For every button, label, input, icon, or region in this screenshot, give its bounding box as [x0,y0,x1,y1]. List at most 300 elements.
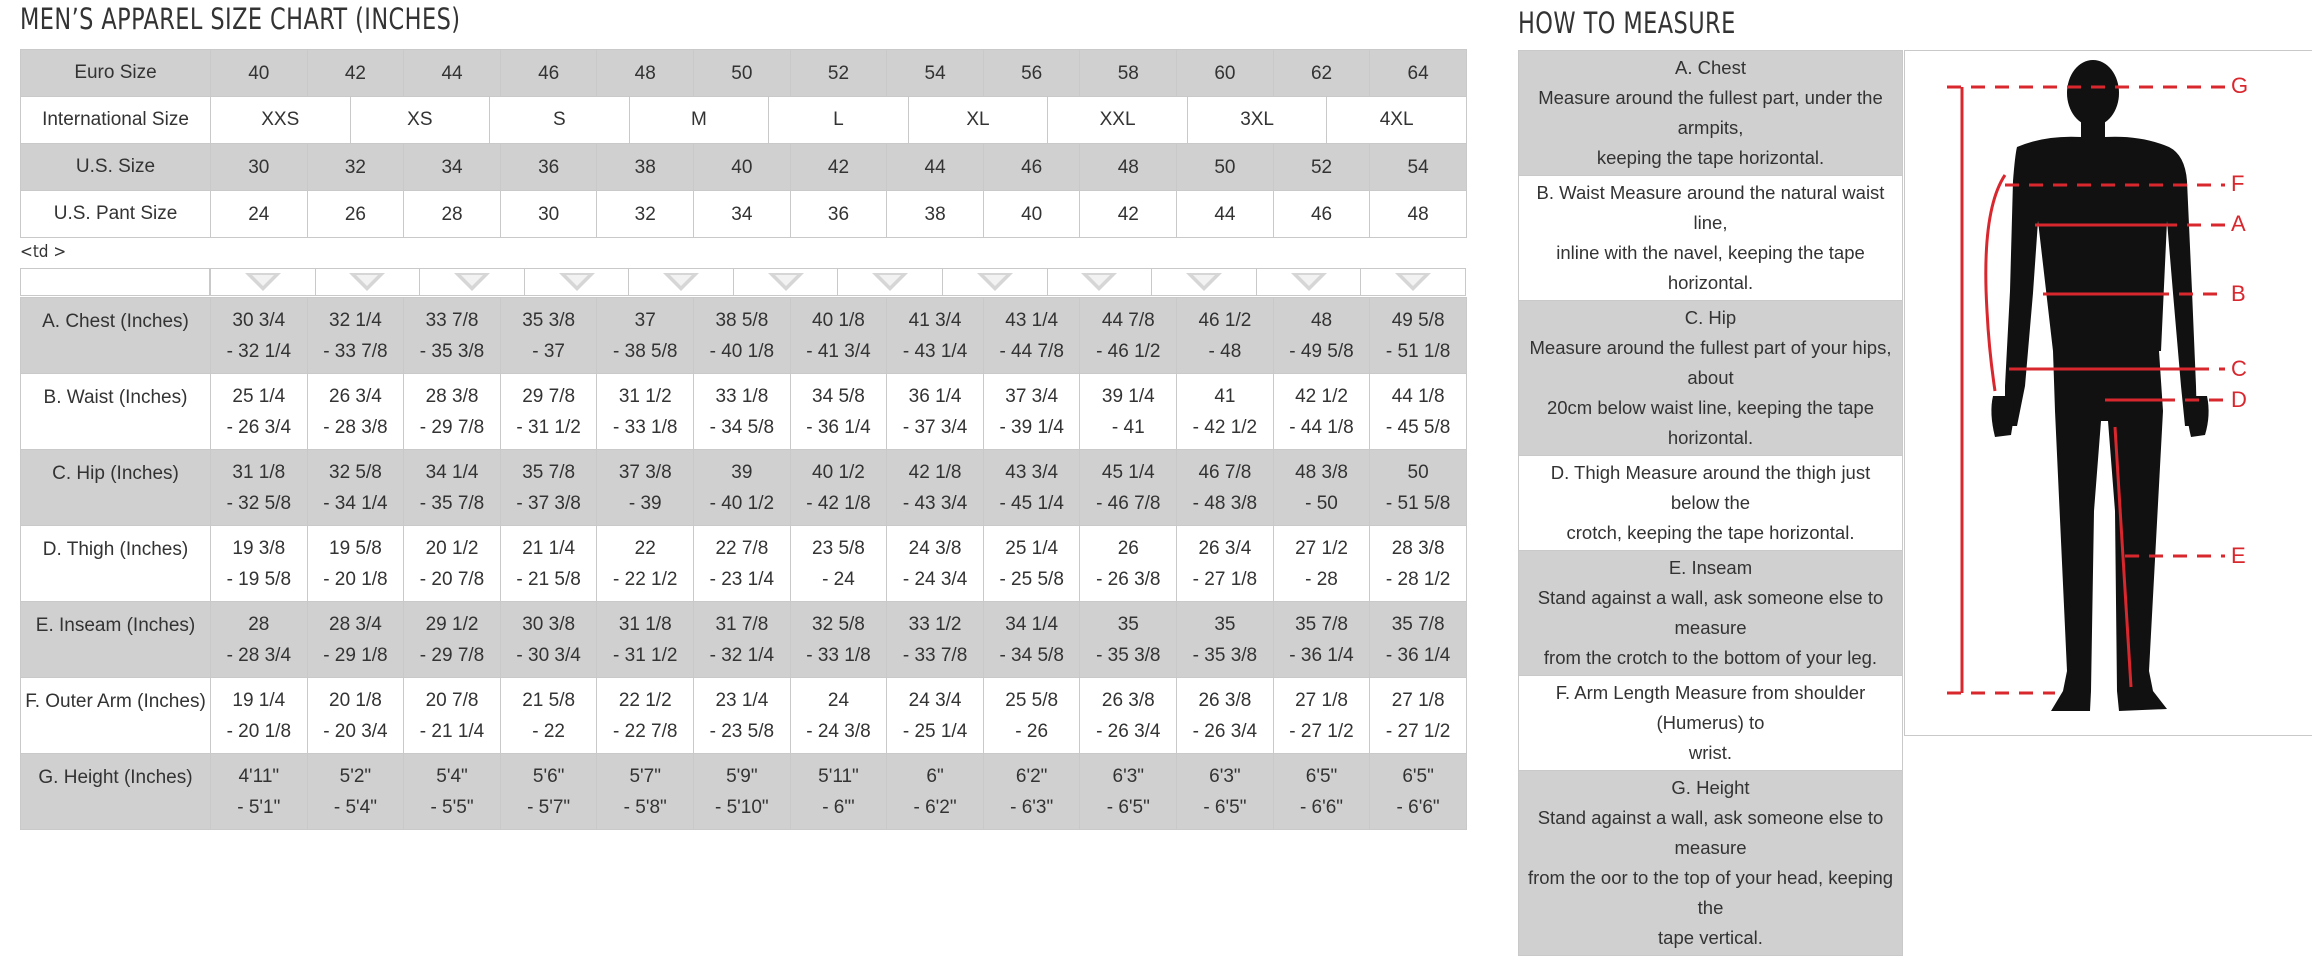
euro-size-cell: 42 [307,50,404,97]
range-min: 22 [634,537,656,559]
range-max: - 27 1/2 [1385,720,1451,742]
us-size-cell: 36 [500,144,597,191]
range-min: 43 1/4 [1005,309,1059,331]
range-min: 28 [248,613,270,635]
us-pant-size-cell: 32 [597,191,694,238]
measurement-range-cell [1177,298,1274,374]
us-pant-size-cell: 38 [887,191,984,238]
euro-size-cell: 58 [1080,50,1177,97]
how-to-measure-title: HOW TO MEASURE [1518,6,1736,40]
instruction-line: Stand against a wall, ask someone else to measure [1537,587,1884,638]
measurement-letters [2231,73,2248,568]
arrow-cell [1256,269,1361,295]
measurement-letter-e: E [2231,543,2246,568]
instruction-line: from the crotch to the bottom of your leg. [1543,647,1878,668]
range-min: 28 3/4 [329,613,382,635]
how-to-measure-item [1519,456,1903,551]
measurement-range-cell [694,754,791,830]
range-max: - 35 3/8 [419,340,485,362]
range-min: 25 1/4 [1005,537,1059,559]
range-min: 44 1/8 [1391,385,1445,407]
measurement-range-cell [1370,526,1467,602]
range-max: - 6'5" [1203,796,1247,818]
range-max: - 31 1/2 [516,416,581,438]
range-min: 22 1/2 [618,689,672,711]
measurement-range-cell [211,450,308,526]
range-min: 50 [1407,461,1429,483]
range-max: - 51 1/8 [1385,340,1451,362]
us-size-cell: 32 [307,144,404,191]
measurement-range-cell [983,298,1080,374]
range-min: 31 1/8 [618,613,672,635]
range-max: - 38 5/8 [613,340,678,362]
range-min: 26 3/4 [329,385,382,407]
instruction-line: G. Height [1671,777,1750,798]
range-max: - 22 7/8 [613,720,678,742]
range-min: 26 [1117,537,1139,559]
measurement-range-cell [1177,526,1274,602]
range-min: 5'7" [629,765,661,787]
range-max: - 22 1/2 [613,568,678,590]
measurement-range-cell [307,602,404,678]
measurement-range-cell [500,298,597,374]
range-min: 5'11" [818,765,859,787]
range-max: - 41 [1111,416,1145,438]
international-size-cell: S [489,97,629,143]
range-max: - 41 3/4 [806,340,871,362]
measurement-range-cell [500,526,597,602]
range-min: 32 5/8 [329,461,382,483]
row-label: Euro Size [21,50,211,97]
range-min: 32 5/8 [812,613,865,635]
measurement-range-cell [790,450,887,526]
range-max: - 24 3/8 [806,720,871,742]
measurement-range-cell [1080,374,1177,450]
arrow-cell [942,269,1047,295]
international-size-cell: 4XL [1326,97,1466,143]
range-max: - 27 1/8 [1192,568,1258,590]
euro-size-row [21,50,1467,97]
measurement-range-cell [597,678,694,754]
arrow-cell [733,269,838,295]
range-max: - 6'6" [1299,796,1344,818]
range-max: - 28 3/8 [323,416,388,438]
us-pant-size-cell: 30 [500,191,597,238]
measurement-range-cell [307,754,404,830]
us-size-cell: 52 [1273,144,1370,191]
arrow-cell [628,269,733,295]
measurement-range-cell [790,678,887,754]
international-size-cell: XS [350,97,490,143]
range-min: 34 1/4 [1005,613,1059,635]
range-max: - 6'2" [913,796,957,818]
range-min: 24 [827,689,850,711]
arrow-cell [315,269,420,295]
range-min: 34 1/4 [425,461,479,483]
measurement-range-cell [500,602,597,678]
measurement-range-cell [887,526,984,602]
euro-size-cell: 50 [694,50,791,97]
range-max: - 26 3/4 [1096,720,1161,742]
arrow-cell [1047,269,1152,295]
us-size-cell: 30 [211,144,308,191]
range-max: - 51 5/8 [1385,492,1451,514]
instruction-line: from the oor to the top of your head, keeping the [1527,867,1894,918]
measurement-range-cell [404,450,501,526]
range-max: - 5'7" [527,796,571,818]
range-max: - 5'1" [237,796,281,818]
measurement-range-cell [1177,678,1274,754]
range-max: - 19 5/8 [226,568,292,590]
instruction-line: F. Arm Length Measure from shoulder (Humerus) to [1555,682,1866,733]
measurement-range-cell [500,754,597,830]
how-to-measure-item [1519,676,1903,771]
measurement-range-cell [211,678,308,754]
measurement-range-cell [983,374,1080,450]
measurement-range-cell [983,678,1080,754]
measurement-range-cell [1177,602,1274,678]
measurement-range-cell [1273,754,1370,830]
range-max: - 37 3/4 [902,416,968,438]
how-to-measure-text [1519,771,1903,956]
range-min: 35 7/8 [1391,613,1445,635]
measurement-range-cell [1273,450,1370,526]
arrow-cell [1360,269,1465,295]
measurement-range-cell [500,450,597,526]
instruction-line: E. Inseam [1668,557,1753,578]
how-to-measure-text [1519,456,1903,551]
measurement-range-cell [887,450,984,526]
range-min: 4'11" [238,765,280,787]
range-min: 20 1/8 [329,689,382,711]
range-min: 5'4" [436,765,468,787]
measurement-range-cell [307,526,404,602]
us-pant-size-cell: 26 [307,191,404,238]
range-min: 30 3/8 [522,613,576,635]
range-max: - 20 1/8 [323,568,388,590]
measurement-range-cell [694,678,791,754]
range-max: - 6'5" [1106,796,1150,818]
us-size-cell: 38 [597,144,694,191]
measurement-range-cell [694,602,791,678]
arrow-cell [524,269,629,295]
range-max: - 5'5" [430,796,474,818]
range-max: - 6'3" [1010,796,1054,818]
range-min: 44 7/8 [1101,309,1155,331]
range-min: 35 7/8 [522,461,576,483]
instruction-line: inline with the navel, keeping the tape horizontal. [1556,242,1865,293]
stray-markup-text: <td > [20,242,67,262]
arrow-cell [210,269,315,295]
range-max: - 26 3/8 [1096,568,1161,590]
down-arrow-icon [452,271,492,293]
us-pant-size-cell: 24 [211,191,308,238]
measurement-range-cell [1080,526,1177,602]
range-max: - 24 [822,568,855,590]
range-min: 28 3/8 [1391,537,1445,559]
range-max: - 6'6" [1396,796,1440,818]
measurement-range-cell [694,374,791,450]
range-max: - 26 3/4 [1192,720,1258,742]
measurement-range-cell [983,526,1080,602]
range-min: 39 1/4 [1101,385,1155,407]
us-pant-size-cell: 48 [1370,191,1467,238]
range-min: 48 3/8 [1295,461,1348,483]
down-arrow-icon [557,271,597,293]
measurement-row [21,526,1467,602]
range-min: 6'2" [1015,765,1048,787]
us-pant-size-cell: 34 [694,191,791,238]
range-max: - 20 1/8 [226,720,292,742]
measurement-range-cell [1273,602,1370,678]
range-min: 21 1/4 [522,537,576,559]
range-max: - 29 1/8 [323,644,388,666]
down-arrow-icon [1289,271,1329,293]
range-max: - 25 1/4 [902,720,968,742]
down-arrow-icon [661,271,701,293]
measurement-range-cell [694,526,791,602]
range-min: 45 1/4 [1101,461,1155,483]
range-max: - 20 3/4 [323,720,388,742]
range-max: - 32 1/4 [709,644,775,666]
measurement-range-cell [404,678,501,754]
measurement-row [21,602,1467,678]
range-min: 40 1/8 [812,309,865,331]
measurement-range-cell [1370,754,1467,830]
international-size-cell: L [768,97,908,143]
measurement-row [21,754,1467,830]
range-min: 6'5" [1402,765,1434,787]
measurement-row [21,298,1467,374]
row-label: U.S. Size [21,144,211,191]
how-to-measure-text [1519,551,1903,676]
measurement-range-cell [790,374,887,450]
measurement-range-cell [597,374,694,450]
range-max: - 32 5/8 [226,492,292,514]
euro-size-cell: 62 [1273,50,1370,97]
range-max: - 42 1/2 [1192,416,1258,438]
range-max: - 40 1/8 [709,340,775,362]
range-max: - 45 1/4 [999,492,1064,514]
measurement-range-cell [983,754,1080,830]
measurement-range-cell [983,450,1080,526]
us-pant-size-cell: 28 [404,191,501,238]
range-max: - 48 3/8 [1192,492,1258,514]
range-min: 40 1/2 [812,461,865,483]
row-label: International Size [21,97,211,144]
euro-size-cell: 60 [1177,50,1274,97]
measurement-range-cell [404,526,501,602]
range-min: 46 1/2 [1198,309,1252,331]
arrow-cell [837,269,942,295]
measurement-range-cell [790,602,887,678]
range-min: 5'9" [726,765,758,787]
range-min: 24 3/8 [908,537,962,559]
range-min: 19 1/4 [232,689,286,711]
range-min: 28 3/8 [425,385,479,407]
measurement-label: G. Height (Inches) [21,754,211,830]
range-min: 38 5/8 [715,309,769,331]
arm-length-line [1986,175,2005,391]
range-max: - 5'10" [715,796,769,818]
measurement-letter-b: B [2231,281,2246,306]
us-pant-size-cell: 42 [1080,191,1177,238]
range-max: - 46 1/2 [1096,340,1161,362]
range-max: - 27 1/2 [1289,720,1354,742]
range-max: - 26 [1015,720,1049,742]
measurement-range-cell [597,602,694,678]
size-chart-title: MEN’S APPAREL SIZE CHART (INCHES) [20,2,461,36]
range-max: - 28 3/4 [226,644,292,666]
measurement-range-cell [790,526,887,602]
international-size-cell: XL [908,97,1048,143]
range-min: 32 1/4 [329,309,382,331]
arrow-row [20,268,1466,296]
international-size-cell: XXS [261,109,300,130]
range-max: - 48 [1208,340,1242,362]
measurement-range-cell [887,678,984,754]
measurement-range-cell [597,298,694,374]
measurement-range-cell [1080,754,1177,830]
range-min: 46 7/8 [1198,461,1252,483]
range-min: 6'5" [1305,765,1338,787]
measurement-range-cell [1370,678,1467,754]
measurement-range-cell [597,450,694,526]
euro-size-cell: 44 [404,50,501,97]
range-min: 41 [1214,385,1236,407]
range-min: 37 3/4 [1005,385,1059,407]
range-max: - 36 1/4 [1289,644,1354,666]
range-min: 33 1/2 [908,613,962,635]
down-arrow-icon [975,271,1015,293]
measurement-range-cell [694,450,791,526]
range-max: - 42 1/8 [806,492,871,514]
measurement-range-cell [887,754,984,830]
measurement-range-cell [1273,678,1370,754]
range-min: 26 3/4 [1198,537,1252,559]
range-max: - 34 5/8 [709,416,775,438]
range-max: - 35 7/8 [419,492,485,514]
range-min: 35 3/8 [522,309,576,331]
measurement-range-cell [790,754,887,830]
range-min: 20 1/2 [425,537,479,559]
range-min: 41 3/4 [908,309,962,331]
measurement-range-cell [1370,298,1467,374]
range-max: - 20 7/8 [419,568,485,590]
range-max: - 36 1/4 [806,416,871,438]
us-size-row [21,144,1467,191]
range-max: - 34 1/4 [323,492,388,514]
measurement-range-cell [404,374,501,450]
range-min: 23 5/8 [812,537,865,559]
range-max: - 35 3/8 [1192,644,1258,666]
how-to-measure-item [1519,301,1903,456]
us-size-cell: 48 [1080,144,1177,191]
range-max: - 22 [532,720,565,742]
measurement-range-cell [404,754,501,830]
down-arrow-icon [766,271,806,293]
range-min: 42 1/8 [908,461,962,483]
arrow-strip [210,268,1466,296]
range-max: - 25 5/8 [999,568,1064,590]
range-min: 26 3/8 [1101,689,1155,711]
instruction-line: Measure around the fullest part of your hips, about [1529,337,1892,388]
euro-size-cell: 40 [211,50,308,97]
instruction-line: Stand against a wall, ask someone else to measure [1537,807,1884,858]
us-size-cell: 40 [694,144,791,191]
instruction-line: Measure around the fullest part, under the armpits, [1538,87,1883,138]
range-min: 37 3/8 [618,461,672,483]
measurement-label: F. Outer Arm (Inches) [21,678,211,754]
range-max: - 36 1/4 [1385,644,1451,666]
measurement-range-cell [887,298,984,374]
us-pant-size-cell: 44 [1177,191,1274,238]
us-size-cell: 42 [790,144,887,191]
measurement-range-cell [1370,450,1467,526]
euro-size-cell: 52 [790,50,887,97]
measurement-label: E. Inseam (Inches) [21,602,211,678]
instruction-line: C. Hip [1684,307,1737,328]
measurement-range-cell [1273,374,1370,450]
international-size-cell: M [629,97,769,143]
range-min: 25 5/8 [1005,689,1059,711]
range-min: 22 7/8 [715,537,769,559]
range-max: - 5'4" [333,796,377,818]
measurement-range-cell [1177,754,1274,830]
measurement-range-cell [1177,450,1274,526]
how-to-measure-text [1519,176,1903,301]
range-max: - 29 7/8 [419,416,485,438]
range-max: - 40 1/2 [709,492,775,514]
range-max: - 31 1/2 [613,644,678,666]
us-pant-size-row [21,191,1467,238]
range-min: 24 3/4 [908,689,962,711]
measurement-range-cell [1080,298,1177,374]
measurement-range-cell [211,298,308,374]
arrow-cell [1151,269,1256,295]
instruction-line: tape vertical. [1658,927,1763,948]
instruction-line: keeping the tape horizontal. [1596,147,1825,168]
us-pant-size-cell: 40 [983,191,1080,238]
range-min: 6'3" [1209,765,1241,787]
us-size-cell: 46 [983,144,1080,191]
measurement-range-cell [1370,602,1467,678]
range-max: - 37 3/8 [516,492,581,514]
range-min: 26 3/8 [1198,689,1252,711]
measurement-row [21,678,1467,754]
measurement-range-cell [500,374,597,450]
euro-size-cell: 48 [597,50,694,97]
measurement-label: C. Hip (Inches) [21,450,211,526]
range-min: 6'3" [1112,765,1145,787]
measurement-row [21,374,1467,450]
international-size-row [21,97,1467,144]
range-max: - 43 3/4 [902,492,968,514]
range-min: 37 [634,309,656,331]
measurement-range-cell [887,602,984,678]
range-min: 6" [926,765,944,787]
range-max: - 39 1/4 [999,416,1064,438]
us-size-cell: 34 [404,144,501,191]
range-min: 33 7/8 [425,309,479,331]
range-max: - 30 3/4 [516,644,581,666]
measurement-range-cell [983,602,1080,678]
range-max: - 28 [1305,568,1338,590]
measurement-range-cell [1080,450,1177,526]
range-max: - 33 7/8 [323,340,388,362]
range-min: 25 1/4 [232,385,286,407]
down-arrow-icon [243,271,283,293]
